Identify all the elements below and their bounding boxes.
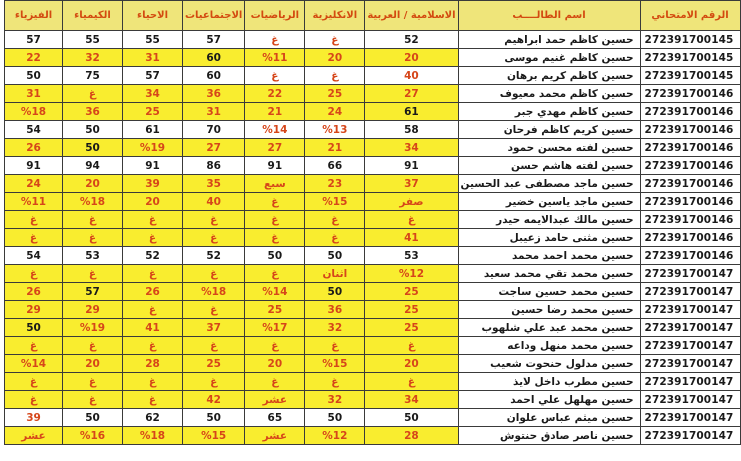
table-row [5, 85, 741, 103]
score-islamic-arabic: غ [365, 337, 458, 355]
header-math: الرياضيات [245, 1, 305, 31]
score-english: غ [305, 373, 365, 391]
score-math: 21 [245, 103, 305, 121]
score-english: غ [305, 211, 365, 229]
exam-number: 272391700147 [640, 391, 740, 409]
score-physics: 50 [5, 67, 63, 85]
table-body [5, 31, 741, 445]
score-islamic-arabic: 27 [365, 85, 458, 103]
student-name: حسين ماجد مصطفى عبد الحسين [458, 175, 640, 193]
exam-number: 272391700147 [640, 355, 740, 373]
student-name: حسين مطرب داخل لايذ [458, 373, 640, 391]
score-islamic-arabic: 52 [365, 31, 458, 49]
score-islamic-arabic: 58 [365, 121, 458, 139]
score-physics: 31 [5, 85, 63, 103]
score-math: 65 [245, 409, 305, 427]
score-chemistry: 36 [63, 103, 123, 121]
score-biology: 28 [123, 355, 183, 373]
score-math: غ [245, 265, 305, 283]
score-math: عشر [245, 391, 305, 409]
score-biology: غ [123, 301, 183, 319]
table-row [5, 121, 741, 139]
score-chemistry: غ [63, 211, 123, 229]
table-row [5, 265, 741, 283]
score-biology: 41 [123, 319, 183, 337]
score-physics: 54 [5, 121, 63, 139]
exam-number: 272391700146 [640, 85, 740, 103]
score-math: 50 [245, 247, 305, 265]
score-social: غ [183, 229, 245, 247]
score-biology: غ [123, 229, 183, 247]
score-english: غ [305, 337, 365, 355]
score-physics: غ [5, 265, 63, 283]
score-islamic-arabic: غ [365, 211, 458, 229]
score-chemistry: 50 [63, 139, 123, 157]
score-physics: 26 [5, 283, 63, 301]
score-math: %11 [245, 49, 305, 67]
score-physics: 91 [5, 157, 63, 175]
score-social: 35 [183, 175, 245, 193]
table-row [5, 211, 741, 229]
score-biology: 39 [123, 175, 183, 193]
score-biology: 61 [123, 121, 183, 139]
score-social: 25 [183, 355, 245, 373]
student-name: حسين محمد حسين ساجت [458, 283, 640, 301]
score-english: 32 [305, 319, 365, 337]
score-islamic-arabic: 20 [365, 355, 458, 373]
score-biology: 20 [123, 193, 183, 211]
score-social: 50 [183, 409, 245, 427]
score-physics: 24 [5, 175, 63, 193]
score-chemistry: غ [63, 229, 123, 247]
table-row [5, 247, 741, 265]
exam-number: 272391700147 [640, 265, 740, 283]
table-row [5, 157, 741, 175]
score-islamic-arabic: غ [365, 373, 458, 391]
score-islamic-arabic: 20 [365, 49, 458, 67]
score-social: 60 [183, 67, 245, 85]
score-math: غ [245, 211, 305, 229]
student-name: حسين مالك عبدالايمه حيدر [458, 211, 640, 229]
table-row [5, 31, 741, 49]
score-chemistry: 57 [63, 283, 123, 301]
score-chemistry: 32 [63, 49, 123, 67]
score-physics: 22 [5, 49, 63, 67]
score-physics: غ [5, 373, 63, 391]
score-social: غ [183, 373, 245, 391]
score-physics: غ [5, 211, 63, 229]
score-english: %15 [305, 355, 365, 373]
student-name: حسين مدلول حنحوت شعيب [458, 355, 640, 373]
exam-number: 272391700145 [640, 49, 740, 67]
table-row [5, 175, 741, 193]
score-english: 66 [305, 157, 365, 175]
score-chemistry: %19 [63, 319, 123, 337]
score-social: غ [183, 301, 245, 319]
table-row [5, 49, 741, 67]
score-islamic-arabic: 28 [365, 427, 458, 445]
score-social: غ [183, 211, 245, 229]
student-name: حسين مثنى حامد زعيبل [458, 229, 640, 247]
exam-number: 272391700146 [640, 121, 740, 139]
student-name: حسين كريم كاظم فرحان [458, 121, 640, 139]
score-english: 20 [305, 49, 365, 67]
score-biology: 25 [123, 103, 183, 121]
score-biology: %18 [123, 427, 183, 445]
score-social: 37 [183, 319, 245, 337]
table-row [5, 355, 741, 373]
exam-number: 272391700147 [640, 301, 740, 319]
score-chemistry: غ [63, 391, 123, 409]
header-name: اسم الطالــــب [458, 1, 640, 31]
header-physics: الفيزياء [5, 1, 63, 31]
table-row [5, 427, 741, 445]
student-name: حسين محمد عبد علي شلهوب [458, 319, 640, 337]
score-biology: غ [123, 265, 183, 283]
exam-number: 272391700147 [640, 337, 740, 355]
score-english: غ [305, 67, 365, 85]
score-biology: 55 [123, 31, 183, 49]
score-islamic-arabic: 61 [365, 103, 458, 121]
score-physics: %11 [5, 193, 63, 211]
score-english: %12 [305, 427, 365, 445]
exam-number: 272391700147 [640, 427, 740, 445]
score-physics: %14 [5, 355, 63, 373]
score-islamic-arabic: 34 [365, 391, 458, 409]
exam-number: 272391700145 [640, 31, 740, 49]
score-islamic-arabic: 37 [365, 175, 458, 193]
header-islamic-arabic: الاسلامية / العربية [365, 1, 458, 31]
header-row [5, 1, 741, 31]
score-english: غ [305, 229, 365, 247]
score-math: غ [245, 373, 305, 391]
table-row [5, 193, 741, 211]
score-islamic-arabic: 91 [365, 157, 458, 175]
score-islamic-arabic: 25 [365, 283, 458, 301]
score-english: 32 [305, 391, 365, 409]
score-math: 27 [245, 139, 305, 157]
exam-number: 272391700146 [640, 103, 740, 121]
score-chemistry: 94 [63, 157, 123, 175]
score-math: غ [245, 67, 305, 85]
exam-number: 272391700146 [640, 193, 740, 211]
table-row [5, 373, 741, 391]
student-name: حسين كاظم غنيم موسى [458, 49, 640, 67]
score-physics: 26 [5, 139, 63, 157]
score-english: 21 [305, 139, 365, 157]
score-social: 40 [183, 193, 245, 211]
score-chemistry: 75 [63, 67, 123, 85]
grades-table [4, 0, 741, 445]
score-chemistry: 55 [63, 31, 123, 49]
score-social: 57 [183, 31, 245, 49]
score-chemistry: 53 [63, 247, 123, 265]
header-chemistry: الكيمياء [63, 1, 123, 31]
score-biology: 34 [123, 85, 183, 103]
score-social: 70 [183, 121, 245, 139]
score-chemistry: غ [63, 265, 123, 283]
score-social: 52 [183, 247, 245, 265]
score-chemistry: 20 [63, 175, 123, 193]
student-name: حسين لفته هاشم حسن [458, 157, 640, 175]
table-row [5, 391, 741, 409]
student-name: حسين كاظم كريم برهان [458, 67, 640, 85]
student-name: حسين محمد احمد محمد [458, 247, 640, 265]
score-physics: 39 [5, 409, 63, 427]
student-name: حسين ناصر صادق حنتوش [458, 427, 640, 445]
table-row [5, 283, 741, 301]
exam-number: 272391700146 [640, 211, 740, 229]
table-row [5, 67, 741, 85]
score-english: 50 [305, 409, 365, 427]
exam-number: 272391700147 [640, 409, 740, 427]
student-name: حسين مهلهل علي احمد [458, 391, 640, 409]
score-social: %15 [183, 427, 245, 445]
score-english: 23 [305, 175, 365, 193]
score-math: 22 [245, 85, 305, 103]
table-row [5, 139, 741, 157]
score-social: 42 [183, 391, 245, 409]
student-name: حسين كاظم مهدي جبر [458, 103, 640, 121]
exam-number: 272391700146 [640, 139, 740, 157]
score-chemistry: غ [63, 337, 123, 355]
score-math: 20 [245, 355, 305, 373]
score-social: %18 [183, 283, 245, 301]
score-math: 91 [245, 157, 305, 175]
score-english: 50 [305, 247, 365, 265]
score-social: 36 [183, 85, 245, 103]
score-biology: 52 [123, 247, 183, 265]
score-english: %13 [305, 121, 365, 139]
score-physics: 54 [5, 247, 63, 265]
score-social: غ [183, 265, 245, 283]
score-islamic-arabic: 50 [365, 409, 458, 427]
score-english: %15 [305, 193, 365, 211]
exam-number: 272391700147 [640, 373, 740, 391]
score-social: غ [183, 337, 245, 355]
score-chemistry: 50 [63, 121, 123, 139]
score-social: 86 [183, 157, 245, 175]
score-chemistry: 20 [63, 355, 123, 373]
student-name: حسين محمد منهل وداعه [458, 337, 640, 355]
score-math: غ [245, 229, 305, 247]
score-islamic-arabic: صفر [365, 193, 458, 211]
student-name: حسين كاظم حمد ابراهيم [458, 31, 640, 49]
score-biology: 31 [123, 49, 183, 67]
score-math: غ [245, 31, 305, 49]
score-social: 31 [183, 103, 245, 121]
score-islamic-arabic: 40 [365, 67, 458, 85]
student-name: حسين ماجد ياسين خضير [458, 193, 640, 211]
table-row [5, 337, 741, 355]
table-row [5, 409, 741, 427]
score-islamic-arabic: 41 [365, 229, 458, 247]
exam-number: 272391700146 [640, 175, 740, 193]
student-name: حسين كاظم محمد معيوف [458, 85, 640, 103]
score-chemistry: %16 [63, 427, 123, 445]
score-physics: غ [5, 391, 63, 409]
score-physics: عشر [5, 427, 63, 445]
score-math: %14 [245, 121, 305, 139]
score-biology: 26 [123, 283, 183, 301]
score-math: 25 [245, 301, 305, 319]
table-row [5, 319, 741, 337]
score-english: 24 [305, 103, 365, 121]
header-exam-number: الرقم الامتحاني [640, 1, 740, 31]
student-name: حسين محمد تقي محمد سعيد [458, 265, 640, 283]
score-biology: %19 [123, 139, 183, 157]
exam-number: 272391700146 [640, 157, 740, 175]
exam-number: 272391700147 [640, 283, 740, 301]
score-english: 25 [305, 85, 365, 103]
score-physics: غ [5, 337, 63, 355]
score-biology: غ [123, 391, 183, 409]
exam-number: 272391700147 [640, 319, 740, 337]
score-biology: غ [123, 373, 183, 391]
header-english: الانكليزية [305, 1, 365, 31]
score-math: غ [245, 193, 305, 211]
score-physics: 29 [5, 301, 63, 319]
score-biology: 62 [123, 409, 183, 427]
score-chemistry: غ [63, 373, 123, 391]
score-biology: غ [123, 211, 183, 229]
header-social: الاجتماعيات [183, 1, 245, 31]
score-islamic-arabic: 25 [365, 301, 458, 319]
score-islamic-arabic: 34 [365, 139, 458, 157]
table-row [5, 103, 741, 121]
score-physics: غ [5, 229, 63, 247]
score-math: سبع [245, 175, 305, 193]
header-biology: الاحياء [123, 1, 183, 31]
score-biology: 91 [123, 157, 183, 175]
score-english: 50 [305, 283, 365, 301]
score-english: 36 [305, 301, 365, 319]
score-chemistry: 50 [63, 409, 123, 427]
table-row [5, 301, 741, 319]
score-physics: 57 [5, 31, 63, 49]
score-physics: 50 [5, 319, 63, 337]
score-biology: 57 [123, 67, 183, 85]
score-islamic-arabic: 25 [365, 319, 458, 337]
student-name: حسين لفته محسن حمود [458, 139, 640, 157]
score-social: 27 [183, 139, 245, 157]
score-social: 60 [183, 49, 245, 67]
score-physics: %18 [5, 103, 63, 121]
score-chemistry: غ [63, 85, 123, 103]
score-english: اثنان [305, 265, 365, 283]
student-name: حسين محمد رضا حسين [458, 301, 640, 319]
score-islamic-arabic: %12 [365, 265, 458, 283]
table-row [5, 229, 741, 247]
score-math: عشر [245, 427, 305, 445]
student-name: حسين ميثم عباس علوان [458, 409, 640, 427]
exam-number: 272391700146 [640, 229, 740, 247]
score-islamic-arabic: 53 [365, 247, 458, 265]
score-biology: غ [123, 337, 183, 355]
exam-number: 272391700146 [640, 247, 740, 265]
exam-number: 272391700145 [640, 67, 740, 85]
score-math: غ [245, 337, 305, 355]
score-chemistry: 29 [63, 301, 123, 319]
score-math: %14 [245, 283, 305, 301]
score-math: %17 [245, 319, 305, 337]
score-english: غ [305, 31, 365, 49]
score-chemistry: %18 [63, 193, 123, 211]
